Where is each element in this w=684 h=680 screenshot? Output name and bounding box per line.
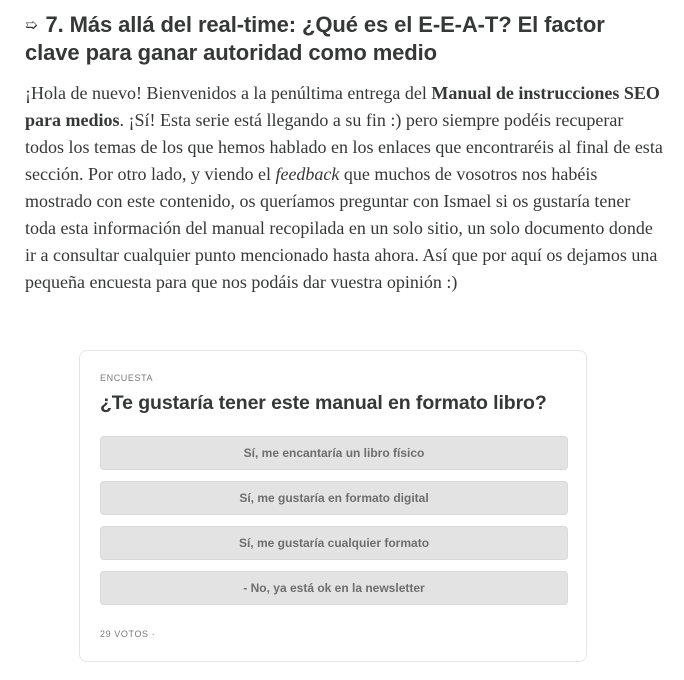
poll-option-newsletter[interactable]: - No, ya está ok en la newsletter [100,571,568,605]
feedback-term: feedback [275,164,340,184]
poll-option-digital[interactable]: Sí, me gustaría en formato digital [100,481,568,515]
poll-label: ENCUESTA [100,373,154,383]
poll-option-any-format[interactable]: Sí, me gustaría cualquier formato [100,526,568,560]
article-heading-text: 7. Más allá del real-time: ¿Qué es el E-E-A-T? El factor clave para ganar autoridad como medio [25,12,605,65]
article-heading [25,11,665,66]
article-paragraph [25,80,665,296]
arrow-icon: ➯ [25,17,38,34]
paragraph-intro: ¡Hola de nuevo! Bienvenidos a la penúltima entrega del [25,83,432,103]
paragraph-middle: . ¡Sí! Esta serie está llegando a su fin :) pero siempre podéis recuperar todos los temas de los que hemos hablado en los enlaces que encontraréis al final de esta sección. Por otro lado, y viendo el [25,110,663,184]
manual-title: Manual de instrucciones SEO para medios [25,83,660,130]
poll-question: ¿Te gustaría tener este manual en formato libro? [100,392,547,414]
poll-option-physical-book[interactable]: Sí, me encantaría un libro físico [100,436,568,470]
poll-options [100,436,568,616]
paragraph-end: que muchos de vosotros nos habéis mostrado con este contenido, os queríamos preguntar con Ismael si os gustaría tener toda esta información del manual recopilada en un solo sitio, un solo documento donde ir a consultar cualquier punto mencionado hasta ahora. Así que por aquí os dejamos una pequeña encuesta para que nos podáis dar vuestra opinión :) [25,164,658,292]
poll-vote-count: 29 VOTOS · [100,629,156,639]
poll-card [79,350,587,662]
